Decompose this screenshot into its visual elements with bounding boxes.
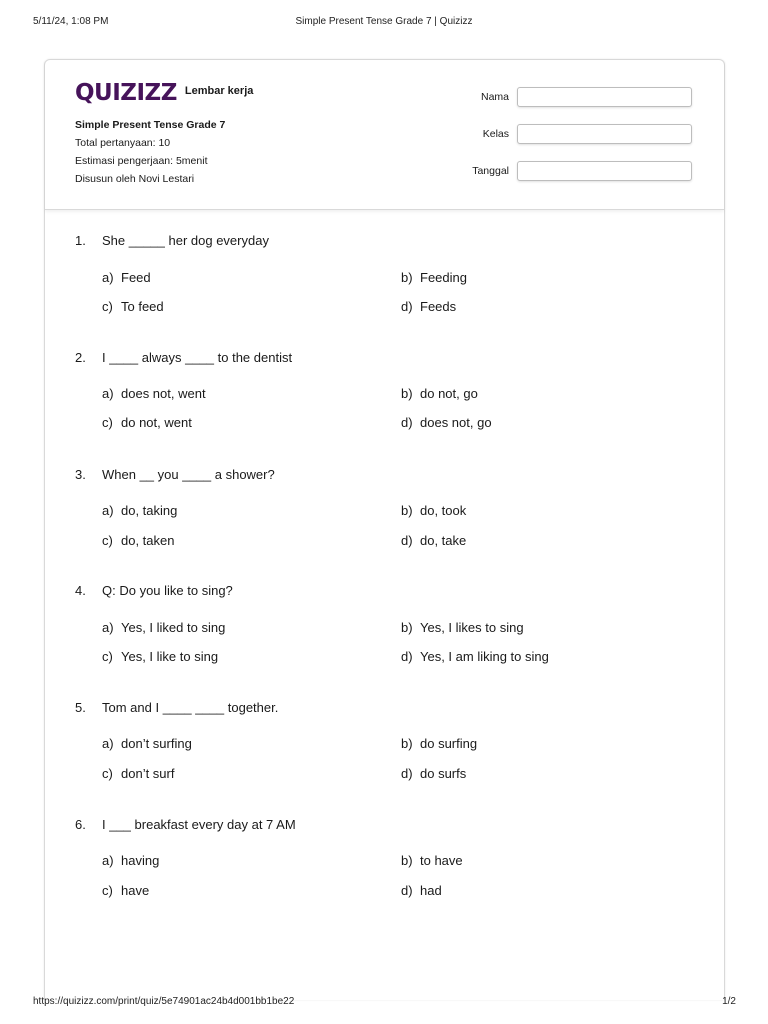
option-letter: a) bbox=[102, 503, 114, 518]
question-text-row bbox=[75, 233, 695, 251]
print-datetime: 5/11/24, 1:08 PM bbox=[33, 16, 109, 27]
option-c[interactable] bbox=[102, 415, 192, 430]
option-text: Yes, I am liking to sing bbox=[420, 649, 549, 664]
worksheet bbox=[44, 59, 725, 1000]
name-label: Nama bbox=[480, 91, 509, 103]
option-letter: d) bbox=[401, 766, 413, 781]
option-letter: b) bbox=[401, 270, 413, 285]
option-letter: a) bbox=[102, 386, 114, 401]
question-4 bbox=[75, 583, 695, 664]
total-questions: Total pertanyaan: 10 bbox=[75, 137, 171, 149]
option-b[interactable] bbox=[401, 853, 463, 868]
option-text: to have bbox=[420, 853, 463, 868]
option-c[interactable] bbox=[102, 299, 164, 314]
question-5 bbox=[75, 700, 695, 781]
option-text: Yes, I like to sing bbox=[121, 649, 219, 664]
option-letter: a) bbox=[102, 270, 114, 285]
option-text: do not, go bbox=[420, 386, 478, 401]
option-a[interactable] bbox=[102, 736, 192, 751]
option-text: do not, went bbox=[121, 415, 192, 430]
option-letter: c) bbox=[102, 415, 113, 430]
option-text: don’t surfing bbox=[121, 736, 192, 751]
date-field[interactable] bbox=[517, 161, 692, 181]
question-2 bbox=[75, 350, 695, 430]
question-text: Q: Do you like to sing? bbox=[102, 583, 233, 598]
option-d[interactable] bbox=[401, 883, 442, 898]
option-text: have bbox=[121, 883, 150, 898]
option-text: do surfs bbox=[420, 766, 467, 781]
option-a[interactable] bbox=[102, 853, 159, 868]
page-number: 1/2 bbox=[722, 996, 736, 1007]
question-text: She _____ her dog everyday bbox=[102, 233, 269, 248]
option-letter: d) bbox=[401, 415, 413, 430]
question-number: 3. bbox=[75, 467, 86, 482]
option-letter: a) bbox=[102, 853, 114, 868]
question-text: I ____ always ____ to the dentist bbox=[102, 350, 293, 365]
option-text: Yes, I likes to sing bbox=[420, 620, 524, 635]
question-text-row bbox=[75, 700, 695, 718]
option-letter: d) bbox=[401, 883, 413, 898]
option-letter: c) bbox=[102, 533, 113, 548]
option-letter: b) bbox=[401, 620, 413, 635]
option-letter: b) bbox=[401, 503, 413, 518]
option-a[interactable] bbox=[102, 503, 177, 518]
option-letter: a) bbox=[102, 620, 114, 635]
question-1 bbox=[75, 233, 695, 314]
option-b[interactable] bbox=[401, 620, 524, 635]
option-text: To feed bbox=[121, 299, 164, 314]
class-label: Kelas bbox=[482, 128, 509, 140]
worksheet-header bbox=[45, 60, 724, 210]
option-a[interactable] bbox=[102, 620, 225, 635]
option-text: do, took bbox=[420, 503, 467, 518]
option-d[interactable] bbox=[401, 415, 492, 430]
option-text: Feed bbox=[121, 270, 151, 285]
option-b[interactable] bbox=[401, 270, 467, 285]
quizizz-logo bbox=[75, 80, 253, 106]
option-a[interactable] bbox=[102, 386, 206, 401]
question-number: 5. bbox=[75, 700, 86, 715]
option-letter: d) bbox=[401, 299, 413, 314]
option-text: do, take bbox=[420, 533, 467, 548]
print-page-title: Simple Present Tense Grade 7 | Quizizz bbox=[295, 16, 473, 27]
option-letter: d) bbox=[401, 533, 413, 548]
print-header bbox=[0, 16, 768, 30]
question-3 bbox=[75, 467, 695, 548]
option-text: Feeds bbox=[420, 299, 457, 314]
class-field[interactable] bbox=[517, 124, 692, 144]
option-text: do, taking bbox=[121, 503, 178, 518]
option-c[interactable] bbox=[102, 649, 218, 664]
option-text: Yes, I liked to sing bbox=[121, 620, 226, 635]
option-d[interactable] bbox=[401, 649, 549, 664]
option-letter: b) bbox=[401, 853, 413, 868]
option-d[interactable] bbox=[401, 533, 466, 548]
option-b[interactable] bbox=[401, 736, 477, 751]
question-number: 4. bbox=[75, 583, 86, 598]
option-c[interactable] bbox=[102, 533, 175, 548]
question-text: When __ you ____ a shower? bbox=[102, 467, 275, 482]
question-number: 1. bbox=[75, 233, 86, 248]
option-text: don’t surf bbox=[121, 766, 175, 781]
option-letter: c) bbox=[102, 883, 113, 898]
option-d[interactable] bbox=[401, 766, 466, 781]
option-text: does not, go bbox=[420, 415, 492, 430]
option-text: do, taken bbox=[121, 533, 175, 548]
question-number: 6. bbox=[75, 817, 86, 832]
option-b[interactable] bbox=[401, 503, 466, 518]
question-6 bbox=[75, 817, 695, 898]
question-text-row bbox=[75, 467, 695, 485]
option-text: had bbox=[420, 883, 442, 898]
option-c[interactable] bbox=[102, 883, 149, 898]
option-letter: c) bbox=[102, 766, 113, 781]
question-text-row bbox=[75, 583, 695, 601]
option-text: having bbox=[121, 853, 160, 868]
worksheet-type-label: Lembar kerja bbox=[184, 85, 254, 97]
name-field[interactable] bbox=[517, 87, 692, 107]
option-letter: a) bbox=[102, 736, 114, 751]
option-text: Feeding bbox=[420, 270, 467, 285]
quiz-title: Simple Present Tense Grade 7 bbox=[75, 119, 226, 131]
print-url[interactable]: https://quizizz.com/print/quiz/5e74901ac24b4d001bb1be22 bbox=[33, 996, 295, 1007]
option-letter: b) bbox=[401, 736, 413, 751]
option-a[interactable] bbox=[102, 270, 151, 285]
option-d[interactable] bbox=[401, 299, 456, 314]
question-text: I ___ breakfast every day at 7 AM bbox=[102, 817, 296, 832]
logo-wordmark: QUIZIZZ bbox=[75, 80, 177, 106]
option-letter: b) bbox=[401, 386, 413, 401]
option-letter: d) bbox=[401, 649, 413, 664]
question-text-row bbox=[75, 350, 695, 368]
question-number: 2. bbox=[75, 350, 86, 365]
option-c[interactable] bbox=[102, 766, 174, 781]
option-text: do surfing bbox=[420, 736, 478, 751]
question-text: Tom and I ____ ____ together. bbox=[102, 700, 279, 715]
option-b[interactable] bbox=[401, 386, 478, 401]
question-text-row bbox=[75, 817, 695, 835]
option-text: does not, went bbox=[121, 386, 206, 401]
author-line: Disusun oleh Novi Lestari bbox=[75, 173, 195, 185]
estimated-time: Estimasi pengerjaan: 5menit bbox=[75, 155, 208, 167]
option-letter: c) bbox=[102, 299, 113, 314]
date-label: Tanggal bbox=[472, 165, 509, 177]
option-letter: c) bbox=[102, 649, 113, 664]
